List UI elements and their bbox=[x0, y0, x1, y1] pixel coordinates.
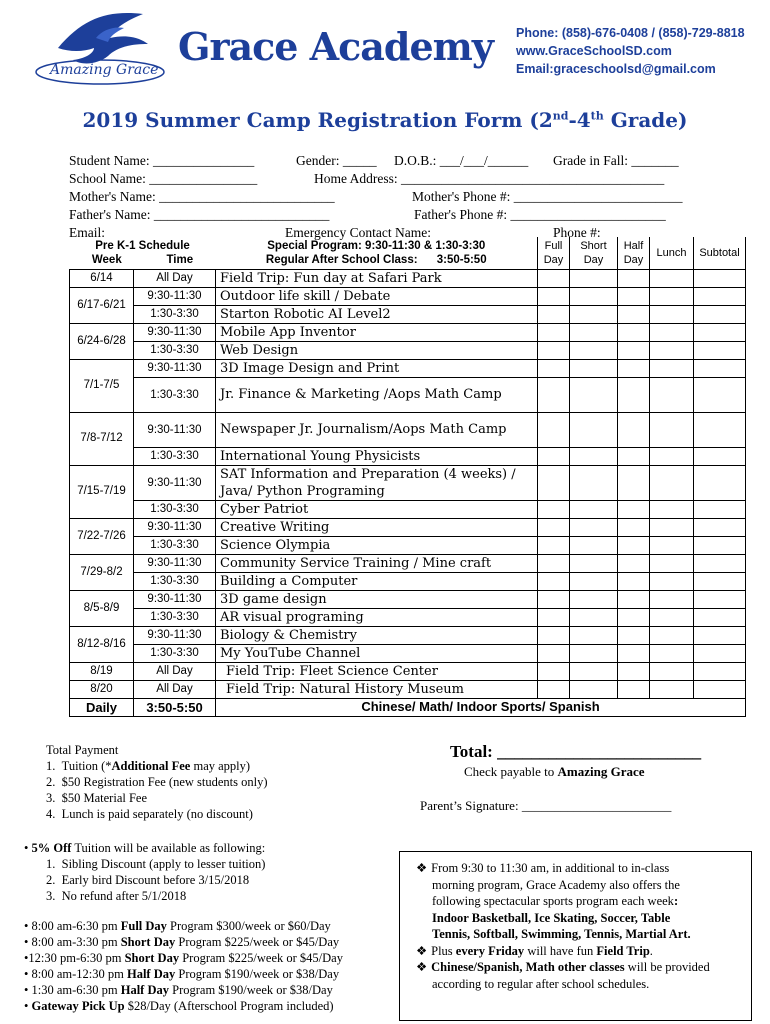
special-program-header: Special Program: 9:30-11:30 & 1:30-3:30 bbox=[267, 239, 486, 252]
grade-field[interactable]: Grade in Fall: _______ bbox=[553, 153, 679, 168]
list-item: 1. Tuition (*Additional Fee may apply) bbox=[46, 759, 251, 773]
table-row: 1:30-3:30 Web Design bbox=[70, 341, 746, 359]
list-item: 3. No refund after 5/1/2018 bbox=[46, 889, 187, 903]
table-row: 6/24-6/28 9:30-11:30 Mobile App Inventor bbox=[70, 323, 746, 341]
table-row: 7/29-8/2 9:30-11:30 Community Service Training / Mine craft bbox=[70, 554, 746, 572]
full-day-header: Full Day bbox=[538, 237, 570, 269]
school-name-field[interactable]: School Name: ________________ bbox=[69, 171, 258, 186]
home-address-field[interactable]: Home Address: _______________________________________ bbox=[314, 171, 665, 186]
check-payable: Check payable to Amazing Grace bbox=[464, 764, 645, 779]
student-name-field[interactable]: Student Name: _______________ bbox=[69, 153, 255, 168]
program-item: • 8:00 am-3:30 pm Short Day Program $225/week or $45/Day bbox=[24, 935, 340, 949]
form-title: 2019 Summer Camp Registration Form (2nd-4th Grade) bbox=[82, 108, 688, 132]
diamond-bullet-icon: ❖ bbox=[416, 960, 428, 974]
after-school-header: Regular After School Class: 3:50-5:50 bbox=[265, 253, 487, 266]
table-row: 7/1-7/5 9:30-11:30 3D Image Design and Print bbox=[70, 359, 746, 377]
phone-number: Phone: (858)-676-0408 / (858)-729-8818 bbox=[516, 26, 745, 40]
list-item: 1. Sibling Discount (apply to lesser tuition) bbox=[46, 857, 266, 871]
list-item: 4. Lunch is paid separately (no discount) bbox=[46, 807, 253, 821]
lunch-header: Lunch bbox=[650, 237, 694, 269]
gender-field[interactable]: Gender: _____ bbox=[296, 153, 377, 168]
time-header: Time bbox=[166, 253, 194, 266]
logo-text: Amazing Grace bbox=[50, 62, 159, 78]
program-item: • 8:00 am-12:30 pm Half Day Program $190/week or $38/Day bbox=[24, 967, 340, 981]
schedule-table bbox=[69, 237, 746, 717]
emergency-contact-field[interactable]: Emergency Contact Name: bbox=[285, 225, 431, 240]
schedule-heading: Pre K-1 Schedule bbox=[95, 239, 190, 252]
signature-field[interactable]: Parent’s Signature: _______________________ bbox=[420, 798, 672, 813]
total-field[interactable]: Total: ________________________ bbox=[450, 742, 702, 761]
table-row: 1:30-3:30 Building a Computer bbox=[70, 572, 746, 590]
program-item: •12:30 pm-6:30 pm Short Day Program $225/week or $45/Day bbox=[24, 951, 343, 965]
table-row: 8/12-8/16 9:30-11:30 Biology & Chemistry bbox=[70, 626, 746, 644]
half-day-checkbox[interactable] bbox=[618, 269, 650, 287]
table-row: 8/20 All Day Field Trip: Natural History Museum bbox=[70, 680, 746, 698]
table-row: Daily 3:50-5:50 Chinese/ Math/ Indoor Sports/ Spanish bbox=[70, 698, 746, 716]
table-row: 7/15-7/19 9:30-11:30 SAT Information and Preparation (4 weeks) / Java/ Python Programing bbox=[70, 465, 746, 500]
email-field[interactable]: Email: bbox=[69, 225, 105, 240]
table-header-row bbox=[70, 237, 746, 269]
diamond-bullet-icon: ❖ bbox=[416, 861, 428, 875]
website: www.GraceSchoolSD.com bbox=[516, 44, 672, 58]
discount-heading: • 5% Off Tuition will be available as following: bbox=[24, 841, 266, 855]
program-item: • 1:30 am-6:30 pm Half Day Program $190/week or $38/Day bbox=[24, 983, 333, 997]
short-day-checkbox[interactable] bbox=[570, 269, 618, 287]
info-box bbox=[399, 851, 752, 1021]
father-name-field[interactable]: Father's Name: __________________________ bbox=[69, 207, 330, 222]
table-row: 1:30-3:30 Science Olympia bbox=[70, 536, 746, 554]
full-day-checkbox[interactable] bbox=[538, 269, 570, 287]
contact-block bbox=[516, 24, 745, 78]
list-item: 2. Early bird Discount before 3/15/2018 bbox=[46, 873, 250, 887]
half-day-header: Half Day bbox=[618, 237, 650, 269]
table-row: 1:30-3:30 Starton Robotic AI Level2 bbox=[70, 305, 746, 323]
table-row: 7/8-7/12 9:30-11:30 Newspaper Jr. Journalism/Aops Math Camp bbox=[70, 412, 746, 447]
list-item: 3. $50 Material Fee bbox=[46, 791, 148, 805]
school-name: Grace Academy bbox=[178, 24, 493, 69]
table-row: 6/14 All Day Field Trip: Fun day at Safari Park bbox=[70, 269, 746, 287]
table-row: 7/22-7/26 9:30-11:30 Creative Writing bbox=[70, 518, 746, 536]
week-header: Week bbox=[91, 253, 122, 266]
table-row: 1:30-3:30 Jr. Finance & Marketing /Aops Math Camp bbox=[70, 377, 746, 412]
table-row: 8/5-8/9 9:30-11:30 3D game design bbox=[70, 590, 746, 608]
short-day-header: Short Day bbox=[570, 237, 618, 269]
emergency-phone-field[interactable]: Phone #: bbox=[553, 225, 601, 240]
info-paragraph: ❖ From 9:30 to 11:30 am, in additional to in-class morning program, Grace Academy also offers the following spectacular sports program each week: Indoor Basketball, Ice Skating, Soccer, Table Tennis, Softball, Swimming, Tennis, Martial Art. ❖ Plus every Friday will have fun Field Trip. ❖ Chinese/Spanish, Math other classes will be provided according to regular after school schedules. bbox=[416, 861, 710, 991]
table-row: 1:30-3:30 AR visual programing bbox=[70, 608, 746, 626]
table-row: 6/17-6/21 9:30-11:30 Outdoor life skill / Debate bbox=[70, 287, 746, 305]
lunch-checkbox[interactable] bbox=[650, 269, 694, 287]
email-address: Email:graceschoolsd@gmail.com bbox=[516, 62, 716, 76]
mother-name-field[interactable]: Mother's Name: __________________________ bbox=[69, 189, 335, 204]
table-row: 1:30-3:30 International Young Physicists bbox=[70, 447, 746, 465]
table-row: 1:30-3:30 My YouTube Channel bbox=[70, 644, 746, 662]
program-item: • 8:00 am-6:30 pm Full Day Program $300/week or $60/Day bbox=[24, 919, 331, 933]
program-item: • Gateway Pick Up $28/Day (Afterschool Program included) bbox=[24, 999, 334, 1013]
mother-phone-field[interactable]: Mother's Phone #: _________________________ bbox=[412, 189, 683, 204]
logo bbox=[28, 8, 178, 88]
table-row: 8/19 All Day Field Trip: Fleet Science Center bbox=[70, 662, 746, 680]
subtotal-cell[interactable] bbox=[694, 269, 746, 287]
dob-field[interactable]: D.O.B.: ___/___/______ bbox=[394, 153, 529, 168]
diamond-bullet-icon: ❖ bbox=[416, 943, 428, 958]
list-item: 2. $50 Registration Fee (new students only) bbox=[46, 775, 268, 789]
subtotal-header: Subtotal bbox=[694, 237, 746, 269]
father-phone-field[interactable]: Father's Phone #: _______________________ bbox=[414, 207, 666, 222]
total-payment-heading: Total Payment bbox=[46, 743, 119, 757]
table-row: 1:30-3:30 Cyber Patriot bbox=[70, 500, 746, 518]
